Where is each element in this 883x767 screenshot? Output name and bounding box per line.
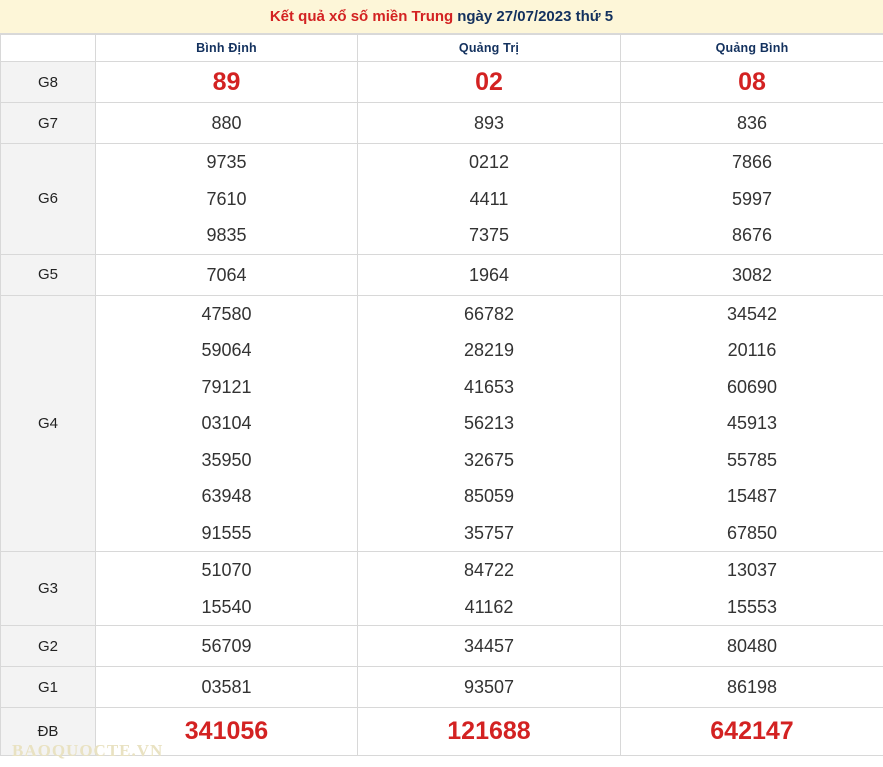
table-row: [1, 708, 883, 756]
table-row: [1, 552, 883, 626]
prize-values: [96, 552, 358, 626]
prize-number: 93507: [463, 677, 515, 697]
page-title-main: Kết quả xổ số miền Trung: [269, 8, 454, 25]
prize-number: 341056: [184, 717, 269, 745]
prize-number: 20116: [727, 340, 777, 360]
prize-number: 59064: [201, 340, 252, 360]
prize-values: [96, 295, 358, 552]
prize-values: [96, 254, 358, 295]
prize-number: 41162: [464, 596, 514, 617]
column-header-quang-binh: Quảng Bình: [621, 35, 883, 62]
prize-values: [621, 708, 883, 756]
prize-number: 47580: [201, 303, 252, 324]
prize-number: 41653: [463, 376, 515, 397]
prize-number: 7064: [206, 264, 247, 285]
prize-values: [621, 295, 883, 552]
prize-values: [96, 144, 358, 255]
prize-label: G1: [1, 667, 96, 708]
prize-number: 121688: [447, 717, 531, 745]
prize-number: 84722: [463, 560, 515, 580]
prize-number: 32675: [463, 449, 515, 470]
prize-number: 7375: [468, 225, 510, 245]
table-body: [1, 62, 883, 756]
prize-number: 3082: [731, 264, 773, 285]
prize-number: 03104: [201, 413, 252, 433]
prize-values: [96, 62, 358, 103]
prize-number: 89: [212, 68, 241, 96]
prize-number: 0212: [468, 152, 510, 172]
column-header-quang-tri: Quảng Trị: [358, 35, 621, 62]
prize-number: 836: [736, 113, 768, 133]
prize-number: 1964: [468, 264, 510, 285]
prize-number: 9835: [206, 225, 247, 245]
prize-values: [358, 626, 621, 667]
prize-label: ĐB: [1, 708, 96, 756]
prize-label: G5: [1, 254, 96, 295]
prize-values: [621, 626, 883, 667]
prize-number: 02: [475, 68, 503, 96]
prize-number: 63948: [201, 486, 252, 506]
prize-number: 80480: [726, 636, 778, 656]
prize-number: 642147: [710, 717, 794, 745]
prize-values: [621, 552, 883, 626]
prize-number: 35757: [463, 522, 515, 543]
prize-number: 34542: [726, 303, 778, 324]
prize-number: 85059: [463, 486, 515, 506]
prize-values: [621, 62, 883, 103]
table-row: [1, 103, 883, 144]
prize-number: 56213: [463, 413, 515, 433]
prize-number: 15487: [726, 486, 778, 506]
table-row: [1, 254, 883, 295]
prize-number: 9735: [206, 152, 247, 172]
prize-values: [96, 708, 358, 756]
prize-values: [96, 626, 358, 667]
prize-number: 08: [738, 68, 766, 96]
prize-number: 45913: [726, 413, 778, 433]
table-header-row: [1, 35, 883, 62]
prize-values: [358, 103, 621, 144]
prize-label: G2: [1, 626, 96, 667]
lottery-results-table: [0, 34, 883, 756]
prize-number: 55785: [726, 449, 778, 470]
prize-number: 60690: [726, 376, 778, 397]
prize-number: 66782: [463, 303, 515, 324]
prize-number: 5997: [731, 188, 773, 209]
table-row: [1, 626, 883, 667]
prize-values: [358, 667, 621, 708]
prize-values: [358, 552, 621, 626]
prize-label: G3: [1, 552, 96, 626]
table-row: [1, 667, 883, 708]
prize-label: G8: [1, 62, 96, 103]
table-row: [1, 295, 883, 552]
prize-number: 35950: [201, 449, 252, 470]
prize-label: G7: [1, 103, 96, 144]
prize-values: [358, 254, 621, 295]
prize-values: [358, 708, 621, 756]
prize-values: [621, 254, 883, 295]
prize-number: 51070: [201, 560, 252, 580]
table-row: [1, 62, 883, 103]
prize-number: 28219: [463, 340, 515, 360]
prize-number: 79121: [201, 376, 252, 397]
prize-values: [358, 62, 621, 103]
prize-number: 15553: [726, 596, 778, 617]
prize-number: 7866: [731, 152, 773, 172]
prize-values: [96, 667, 358, 708]
prize-number: 893: [473, 113, 505, 133]
prize-number: 67850: [726, 522, 778, 543]
prize-values: [358, 144, 621, 255]
page-title-date: ngày 27/07/2023 thứ 5: [457, 8, 614, 25]
watermark: BAOQUOCTE.VN: [12, 741, 164, 760]
column-header-binh-dinh: Bình Định: [96, 35, 358, 62]
prize-number: 880: [211, 113, 242, 133]
prize-number: 03581: [201, 677, 252, 697]
prize-number: 7610: [206, 188, 247, 209]
prize-number: 13037: [726, 560, 778, 580]
prize-number: 91555: [201, 522, 252, 543]
prize-number: 15540: [201, 596, 252, 617]
prize-number: 4411: [469, 188, 509, 209]
prize-values: [96, 103, 358, 144]
prize-number: 8676: [731, 225, 773, 245]
prize-label: G6: [1, 144, 96, 255]
page-title: [0, 0, 883, 34]
prize-number: 56709: [201, 636, 252, 656]
prize-values: [621, 103, 883, 144]
prize-label: G4: [1, 295, 96, 552]
prize-values: [358, 295, 621, 552]
prize-values: [621, 144, 883, 255]
table-row: [1, 144, 883, 255]
prize-number: 86198: [726, 677, 778, 697]
prize-number: 34457: [463, 636, 515, 656]
prize-values: [621, 667, 883, 708]
table-corner-cell: [1, 35, 96, 62]
